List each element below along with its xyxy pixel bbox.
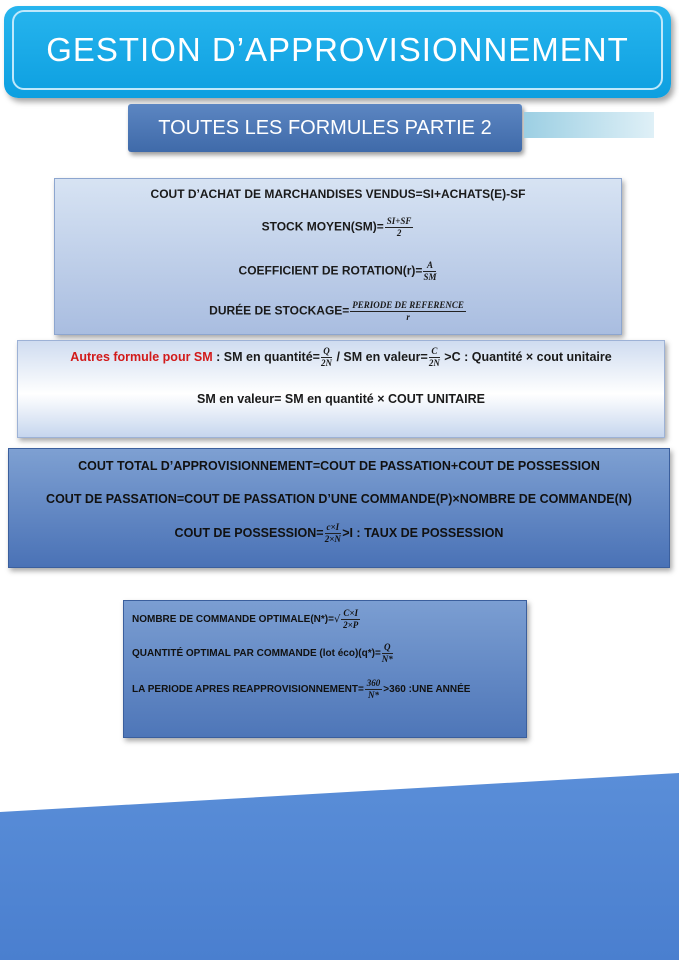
text-part: >C : Quantité × cout unitaire	[440, 349, 612, 364]
formula-label: QUANTITÉ OPTIMAL PAR COMMANDE (lot éco)(q*)=	[132, 648, 381, 660]
numerator: SI+SF	[386, 216, 412, 226]
denominator: N*	[381, 654, 393, 664]
numerator: C×I	[343, 608, 358, 618]
numerator: 360	[366, 678, 381, 688]
highlight-label: Autres formule pour SM	[70, 349, 213, 364]
numerator: A	[423, 261, 436, 272]
subtitle: TOUTES LES FORMULES PARTIE 2	[158, 116, 492, 139]
numerator: Q	[382, 643, 393, 654]
denominator: 2×N	[324, 534, 341, 544]
numerator: Q	[321, 347, 332, 358]
denominator: 2	[396, 228, 402, 238]
bottom-shape	[0, 773, 679, 960]
formula-label: DURÉE DE STOCKAGE=	[209, 303, 350, 318]
denominator: 2N	[428, 358, 440, 368]
text-part: >360 :UNE ANNÉE	[383, 684, 471, 696]
formula-label: LA PERIODE APRES REAPPROVISIONNEMENT=	[132, 684, 364, 696]
numerator: C	[429, 347, 440, 358]
denominator: r	[406, 312, 410, 322]
formula-label: COUT DE POSSESSION=	[174, 525, 324, 540]
formula-label: NOMBRE DE COMMANDE OPTIMALE(N*)=	[132, 614, 334, 626]
formula-label: STOCK MOYEN(SM)=	[261, 219, 384, 234]
page-title: GESTION D’APPROVISIONNEMENT	[46, 31, 629, 68]
text-part: / SM en valeur=	[332, 349, 428, 364]
formula-cout-passation: COUT DE PASSATION=COUT DE PASSATION D’UNE COMMANDE(P)×NOMBRE DE COMMANDE(N)	[46, 492, 632, 506]
formula-label: COEFFICIENT DE ROTATION(r)=	[238, 263, 423, 278]
denominator: N*	[368, 690, 380, 700]
text-part: : SM en quantité=	[212, 349, 320, 364]
formula-cout-total: COUT TOTAL D’APPROVISIONNEMENT=COUT DE PASSATION+COUT DE POSSESSION	[78, 459, 600, 473]
sqrt-symbol: √	[333, 614, 341, 626]
formula-sm-valeur: SM en valeur= SM en quantité × COUT UNITAIRE	[196, 392, 485, 406]
denominator: 2×P	[343, 620, 359, 630]
text-part: >I : TAUX DE POSSESSION	[342, 525, 504, 540]
numerator: c×I	[326, 522, 340, 532]
numerator: PERIODE DE REFERENCE	[352, 300, 464, 310]
formula-cmv: COUT D’ACHAT DE MARCHANDISES VENDUS=SI+ACHATS(E)-SF	[150, 187, 526, 201]
denominator: 2N	[320, 358, 332, 368]
denominator: SM	[423, 272, 437, 282]
